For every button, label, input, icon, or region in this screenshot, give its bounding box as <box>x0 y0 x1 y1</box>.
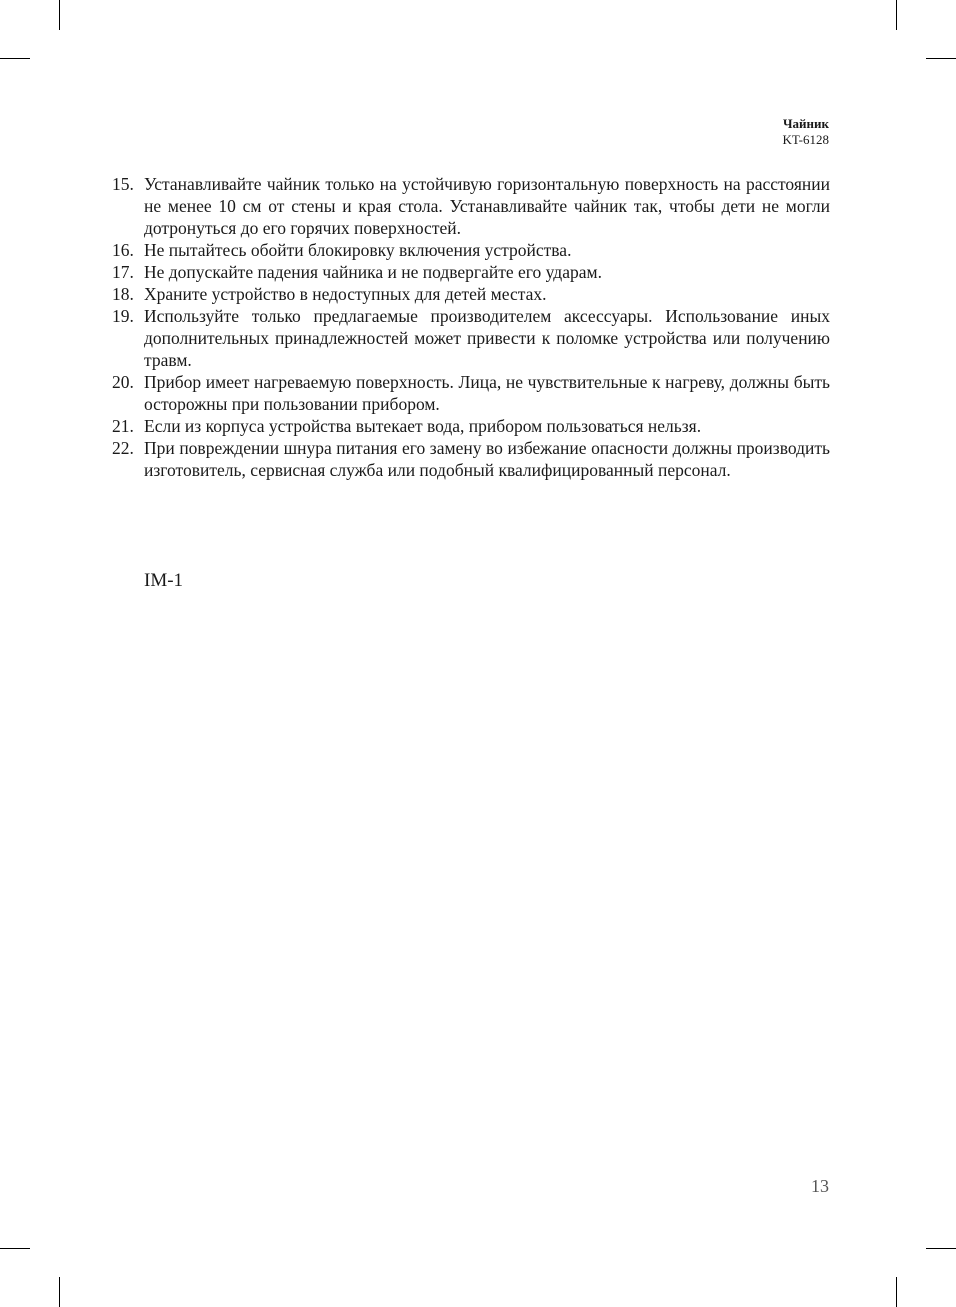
list-item <box>112 283 830 305</box>
running-header <box>783 116 829 148</box>
item-number: 19. <box>112 306 134 326</box>
safety-instructions <box>112 173 830 481</box>
item-number: 17. <box>112 262 134 282</box>
item-text: Если из корпуса устройства вытекает вода, прибором пользоваться нельзя. <box>144 416 702 436</box>
instruction-list <box>112 173 830 481</box>
item-number: 16. <box>112 240 134 260</box>
page-number: 13 <box>811 1176 829 1196</box>
list-item <box>112 239 830 261</box>
item-text: Не пытайтесь обойти блокировку включения устройства. <box>144 240 572 260</box>
crop-mark-top-left-horizontal <box>0 58 30 59</box>
header-title: Чайник <box>782 116 829 131</box>
list-item <box>112 415 830 437</box>
list-item <box>112 261 830 283</box>
crop-mark-top-right-horizontal <box>926 58 956 59</box>
item-number: 15. <box>112 174 134 194</box>
list-item <box>112 437 830 481</box>
item-number: 21. <box>112 416 134 436</box>
item-text: При повреждении шнура питания его замену во избежание опасности должны производить изготовитель, сервисная служба или подобный квалифицированный персонал. <box>144 438 830 480</box>
item-text: Прибор имеет нагреваемую поверхность. Лица, не чувствительные к нагреву, должны быть осторожны при пользовании прибором. <box>144 372 830 414</box>
crop-mark-top-left-vertical <box>59 0 60 30</box>
document-code: IM-1 <box>144 570 184 591</box>
crop-mark-bottom-right-horizontal <box>926 1248 956 1249</box>
crop-mark-top-right-vertical <box>896 0 897 30</box>
list-item <box>112 371 830 415</box>
item-number: 20. <box>112 372 134 392</box>
list-item <box>112 305 830 371</box>
item-number: 18. <box>112 284 134 304</box>
item-text: Не допускайте падения чайника и не подвергайте его ударам. <box>144 262 602 282</box>
crop-mark-bottom-left-horizontal <box>0 1248 30 1249</box>
crop-mark-bottom-left-vertical <box>59 1277 60 1307</box>
list-item <box>112 173 830 239</box>
item-text: Храните устройство в недоступных для детей местах. <box>144 284 547 304</box>
item-number: 22. <box>112 438 134 458</box>
crop-mark-bottom-right-vertical <box>896 1277 897 1307</box>
item-text: Устанавливайте чайник только на устойчивую горизонтальную поверхность на расстоянии не менее 10 см от стены и края стола. Устанавливайте чайник так, чтобы дети не могли дотронуться до его горячих поверхностей. <box>144 174 830 238</box>
item-text: Используйте только предлагаемые производителем аксессуары. Использование иных дополнительных принадлежностей может привести к поломке устройства или получению травм. <box>144 306 830 370</box>
header-model: KT-6128 <box>782 132 829 147</box>
